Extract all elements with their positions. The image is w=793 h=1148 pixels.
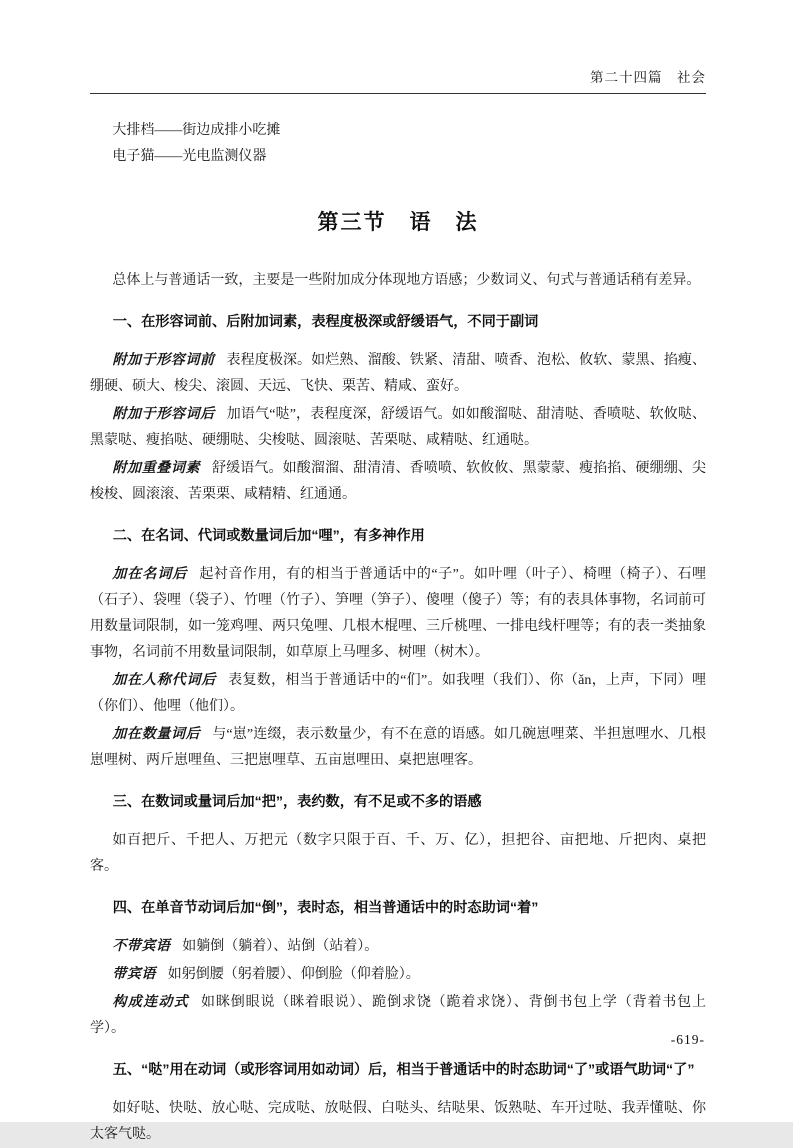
header-rule	[90, 93, 706, 94]
paragraph-text: 如眯倒眼说（眯着眼说）、跪倒求饶（跪着求饶）、背倒书包上学（背着书包上学）。	[90, 995, 707, 1036]
grammar-paragraph	[90, 402, 706, 454]
term-label: 附加于形容词前	[112, 353, 215, 368]
section-title: 第三节 语 法	[317, 211, 479, 234]
dialect-entry: 电子猫——光电监测仪器	[112, 149, 267, 164]
paragraph-text: 表程度极深。如烂熟、溜酸、铁紧、清甜、喷香、泡松、攸软、蒙黑、掐瘦、绷硬、硕大、梭尖、滚圆、天远、飞快、栗苦、精咸、蛮好。	[90, 353, 707, 394]
term-label: 加在数量词后	[112, 727, 201, 742]
paragraph-text: 加语气“哒”，表程度深，舒缓语气。如如酸溜哒、甜清哒、香喷哒、软攸哒、黑蒙哒、瘦掐哒、硬绷哒、尖梭哒、圆滚哒、苦栗哒、咸精哒、红通哒。	[90, 407, 707, 448]
paragraph-text: 如百把斤、千把人、万把元（数字只限于百、千、万、亿），担把谷、亩把地、斤把肉、桌把客。	[90, 833, 706, 874]
term-label: 构成连动式	[112, 995, 190, 1010]
paragraph-text: 舒缓语气。如酸溜溜、甜清清、香喷喷、软攸攸、黑蒙蒙、瘦掐掐、硬绷绷、尖梭梭、圆滚滚、苦栗栗、咸精精、红通通。	[90, 461, 707, 502]
page-number: -619-	[670, 1032, 705, 1047]
paragraph-text: 如躬倒腰（躬着腰）、仰倒脸（仰着脸）。	[167, 967, 420, 982]
grammar-paragraph	[90, 562, 706, 666]
grammar-paragraph	[90, 348, 706, 400]
grammar-heading-5: 五、“哒”用在动词（或形容词用如动词）后，相当于普通话中的时态助词“了”或语气助词“了”	[112, 1062, 695, 1078]
grammar-paragraph	[90, 934, 706, 960]
grammar-paragraph	[90, 456, 706, 508]
grammar-heading-4: 四、在单音节动词后加“倒”，表时态，相当普通话中的时态助词“着”	[112, 900, 539, 916]
lead-paragraph: 总体上与普通话一致，主要是一些附加成分体现地方语感；少数词义、句式与普通话稍有差异。	[112, 273, 701, 288]
term-label: 附加重叠词素	[112, 461, 201, 476]
paragraph-text: 表复数，相当于普通话中的“们”。如我哩（我们）、你（ǎn，上声，下同）哩（你们）、他哩（他们）。	[90, 673, 707, 714]
grammar-paragraph	[90, 1096, 706, 1148]
dialect-entry: 大排档——街边成排小吃摊	[112, 123, 281, 138]
paragraph-text: 如好哒、快哒、放心哒、完成哒、放哒假、白哒头、结哒果、饭熟哒、车开过哒、我弄懂哒、你太客气哒。	[90, 1101, 706, 1142]
grammar-heading-1: 一、在形容词前、后附加词素，表程度极深或舒缓语气，不同于副词	[112, 314, 539, 330]
running-head: 第二十四篇 社会	[590, 70, 706, 85]
grammar-paragraph	[90, 990, 706, 1042]
term-label: 附加于形容词后	[112, 407, 215, 422]
grammar-heading-2: 二、在名词、代词或数量词后加“哩”，有多神作用	[112, 528, 425, 544]
grammar-paragraph	[90, 828, 706, 880]
paragraph-text: 起衬音作用，有的相当于普通话中的“子”。如叶哩（叶子）、椅哩（椅子）、石哩（石子）、袋哩（袋子）、竹哩（竹子）、笋哩（笋子）、傻哩（傻子）等；有的表具体事物，名词前可用数量词限制，如一笼鸡哩、两只兔哩、几根木棍哩、三斤桃哩、一排电线杆哩等；有的表一类抽象事物，名词前不用数量词限制，如草原上马哩多、树哩（树木）。	[90, 567, 707, 660]
grammar-paragraph	[90, 962, 706, 988]
paragraph-text: 如躺倒（躺着）、站倒（站着）。	[182, 939, 379, 954]
grammar-paragraph	[90, 722, 706, 774]
term-label: 带宾语	[112, 967, 156, 982]
term-label: 加在人称代词后	[112, 673, 217, 688]
term-label: 加在名词后	[112, 567, 188, 582]
grammar-paragraph	[90, 668, 706, 720]
grammar-heading-3: 三、在数词或量词后加“把”，表约数，有不足或不多的语感	[112, 794, 482, 810]
term-label: 不带宾语	[112, 939, 171, 954]
dialect-entry-list	[90, 118, 706, 170]
paragraph-text: 与“崽”连缀，表示数量少，有不在意的语感。如几碗崽哩菜、半担崽哩水、几根崽哩树、两斤崽哩鱼、三把崽哩草、五亩崽哩田、桌把崽哩客。	[90, 727, 706, 768]
